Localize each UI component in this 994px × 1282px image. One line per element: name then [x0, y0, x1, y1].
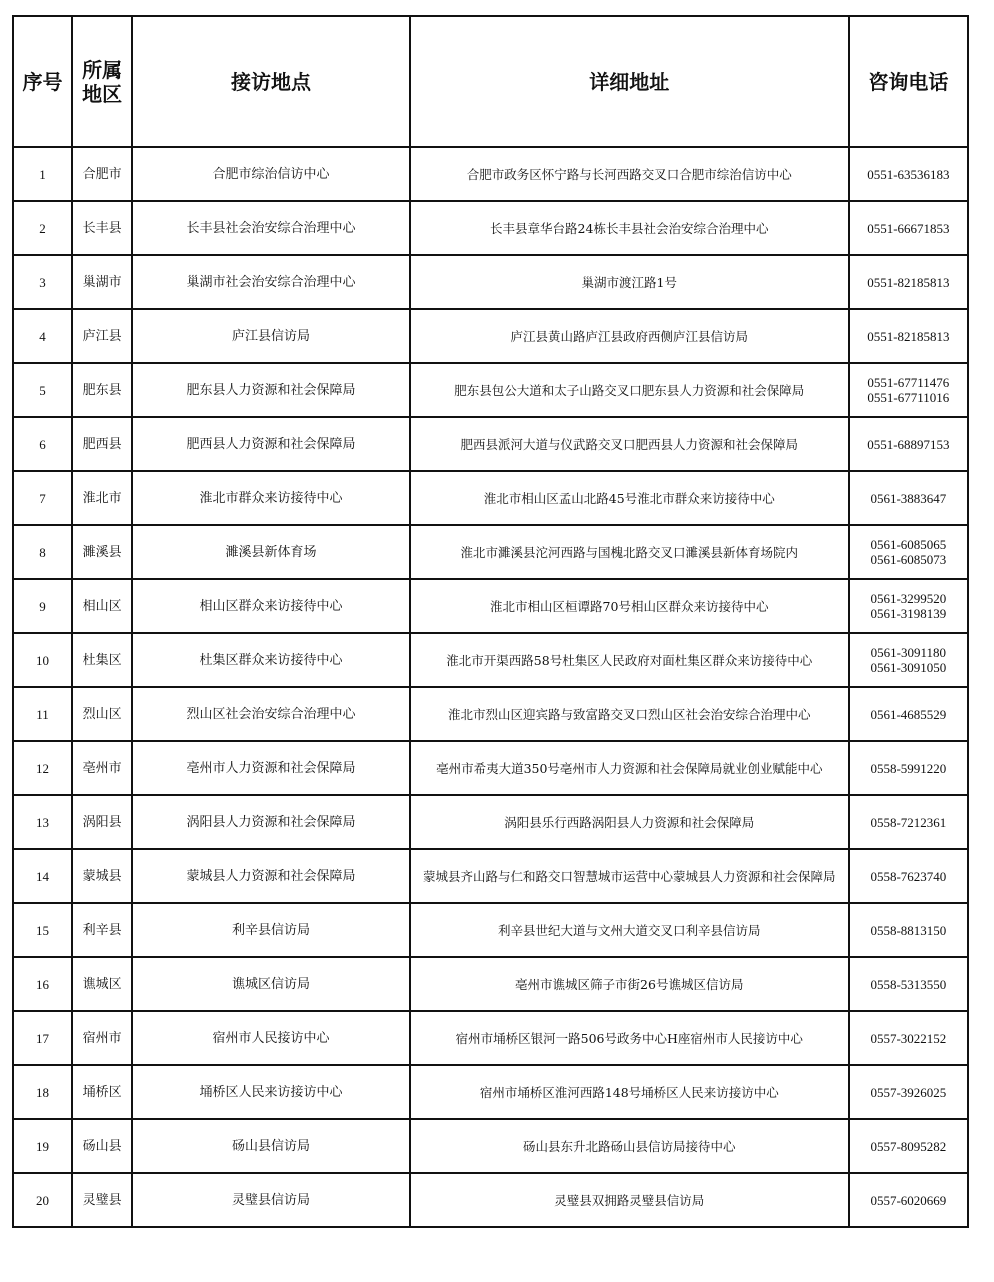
- cell-index: 8: [13, 525, 72, 579]
- cell-address: 淮北市濉溪县沱河西路与国槐北路交叉口濉溪县新体育场院内: [410, 525, 849, 579]
- cell-index: 19: [13, 1119, 72, 1173]
- cell-site: 肥西县人力资源和社会保障局: [132, 417, 410, 471]
- cell-address: 宿州市埇桥区淮河西路148号埇桥区人民来访接访中心: [410, 1065, 849, 1119]
- table-row: [13, 1065, 968, 1119]
- cell-address: 淮北市开渠西路58号杜集区人民政府对面杜集区群众来访接待中心: [410, 633, 849, 687]
- table-row: [13, 1173, 968, 1227]
- table-row: [13, 201, 968, 255]
- cell-region: 合肥市: [72, 147, 132, 201]
- cell-phone: [849, 957, 968, 1011]
- cell-index: 4: [13, 309, 72, 363]
- phone-number: 0558-8813150: [870, 922, 947, 938]
- cell-site: 利辛县信访局: [132, 903, 410, 957]
- cell-phone: [849, 1119, 968, 1173]
- cell-site: 蒙城县人力资源和社会保障局: [132, 849, 410, 903]
- cell-index: 14: [13, 849, 72, 903]
- phone-number: 0551-63536183: [867, 166, 950, 182]
- cell-index: 18: [13, 1065, 72, 1119]
- cell-index: 13: [13, 795, 72, 849]
- cell-address: 巢湖市渡江路1号: [410, 255, 849, 309]
- cell-site: 杜集区群众来访接待中心: [132, 633, 410, 687]
- cell-site: 砀山县信访局: [132, 1119, 410, 1173]
- cell-index: 17: [13, 1011, 72, 1065]
- cell-address: 淮北市烈山区迎宾路与致富路交叉口烈山区社会治安综合治理中心: [410, 687, 849, 741]
- table-body: [13, 147, 968, 1227]
- phone-number: 0561-3091180: [870, 645, 947, 660]
- phone-number: 0551-82185813: [867, 328, 950, 344]
- cell-region: 宿州市: [72, 1011, 132, 1065]
- phone-number: 0558-7623740: [870, 868, 947, 884]
- cell-region: 长丰县: [72, 201, 132, 255]
- table-row: [13, 147, 968, 201]
- cell-address: 淮北市相山区桓谭路70号相山区群众来访接待中心: [410, 579, 849, 633]
- phone-number: 0561-4685529: [870, 706, 947, 722]
- cell-site: 宿州市人民接访中心: [132, 1011, 410, 1065]
- cell-index: 15: [13, 903, 72, 957]
- cell-address: 宿州市埇桥区银河一路506号政务中心H座宿州市人民接访中心: [410, 1011, 849, 1065]
- table-header: [13, 16, 968, 147]
- cell-index: 10: [13, 633, 72, 687]
- cell-phone: [849, 309, 968, 363]
- cell-region: 巢湖市: [72, 255, 132, 309]
- reception-sites-table: [12, 15, 969, 1228]
- cell-site: 庐江县信访局: [132, 309, 410, 363]
- cell-phone: [849, 903, 968, 957]
- table-row: [13, 255, 968, 309]
- phone-number: 0557-8095282: [870, 1138, 947, 1154]
- cell-address: 利辛县世纪大道与文州大道交叉口利辛县信访局: [410, 903, 849, 957]
- cell-address: 长丰县章华台路24栋长丰县社会治安综合治理中心: [410, 201, 849, 255]
- cell-region: 灵璧县: [72, 1173, 132, 1227]
- phone-number: 0551-67711476: [867, 375, 950, 390]
- cell-phone: [849, 849, 968, 903]
- header-phone: 咨询电话: [849, 16, 968, 147]
- header-row: [13, 16, 968, 147]
- phone-number: 0561-3299520: [870, 591, 947, 606]
- header-region-line1: 所属: [82, 57, 123, 82]
- phone-number: 0551-66671853: [867, 220, 950, 236]
- phone-number: 0561-6085065: [870, 537, 947, 552]
- phone-number: 0561-6085073: [870, 552, 947, 567]
- cell-phone: [849, 1173, 968, 1227]
- cell-phone: [849, 1011, 968, 1065]
- cell-region: 烈山区: [72, 687, 132, 741]
- table-row: [13, 741, 968, 795]
- cell-region: 相山区: [72, 579, 132, 633]
- cell-index: 20: [13, 1173, 72, 1227]
- cell-region: 肥西县: [72, 417, 132, 471]
- table-row: [13, 849, 968, 903]
- cell-phone: [849, 687, 968, 741]
- cell-region: 淮北市: [72, 471, 132, 525]
- cell-address: 砀山县东升北路砀山县信访局接待中心: [410, 1119, 849, 1173]
- table-row: [13, 525, 968, 579]
- cell-site: 巢湖市社会治安综合治理中心: [132, 255, 410, 309]
- table-row: [13, 363, 968, 417]
- header-site: 接访地点: [132, 16, 410, 147]
- phone-number: 0558-5313550: [870, 976, 947, 992]
- cell-phone: [849, 417, 968, 471]
- cell-site: 濉溪县新体育场: [132, 525, 410, 579]
- cell-address: 灵璧县双拥路灵璧县信访局: [410, 1173, 849, 1227]
- cell-index: 11: [13, 687, 72, 741]
- cell-site: 埇桥区人民来访接访中心: [132, 1065, 410, 1119]
- cell-index: 5: [13, 363, 72, 417]
- cell-index: 16: [13, 957, 72, 1011]
- cell-address: 肥东县包公大道和太子山路交叉口肥东县人力资源和社会保障局: [410, 363, 849, 417]
- phone-number: 0561-3198139: [870, 606, 947, 621]
- phone-number: 0557-3022152: [870, 1030, 947, 1046]
- cell-index: 6: [13, 417, 72, 471]
- table-row: [13, 903, 968, 957]
- cell-index: 9: [13, 579, 72, 633]
- cell-region: 利辛县: [72, 903, 132, 957]
- table-row: [13, 1119, 968, 1173]
- table-row: [13, 957, 968, 1011]
- cell-address: 肥西县派河大道与仪武路交叉口肥西县人力资源和社会保障局: [410, 417, 849, 471]
- cell-region: 杜集区: [72, 633, 132, 687]
- cell-site: 谯城区信访局: [132, 957, 410, 1011]
- cell-site: 长丰县社会治安综合治理中心: [132, 201, 410, 255]
- phone-number: 0557-6020669: [870, 1192, 947, 1208]
- cell-phone: [849, 1065, 968, 1119]
- table-row: [13, 417, 968, 471]
- cell-phone: [849, 363, 968, 417]
- phone-number: 0558-5991220: [870, 760, 947, 776]
- cell-region: 亳州市: [72, 741, 132, 795]
- cell-region: 肥东县: [72, 363, 132, 417]
- phone-number: 0561-3091050: [870, 660, 947, 675]
- cell-index: 1: [13, 147, 72, 201]
- cell-phone: [849, 147, 968, 201]
- cell-site: 亳州市人力资源和社会保障局: [132, 741, 410, 795]
- header-region: [72, 16, 132, 147]
- cell-phone: [849, 741, 968, 795]
- header-address: 详细地址: [410, 16, 849, 147]
- cell-phone: [849, 255, 968, 309]
- table-row: [13, 1011, 968, 1065]
- table-row: [13, 579, 968, 633]
- cell-address: 庐江县黄山路庐江县政府西侧庐江县信访局: [410, 309, 849, 363]
- cell-address: 淮北市相山区孟山北路45号淮北市群众来访接待中心: [410, 471, 849, 525]
- cell-address: 合肥市政务区怀宁路与长河西路交叉口合肥市综治信访中心: [410, 147, 849, 201]
- cell-address: 涡阳县乐行西路涡阳县人力资源和社会保障局: [410, 795, 849, 849]
- cell-region: 谯城区: [72, 957, 132, 1011]
- phone-number: 0557-3926025: [870, 1084, 947, 1100]
- cell-region: 砀山县: [72, 1119, 132, 1173]
- cell-site: 烈山区社会治安综合治理中心: [132, 687, 410, 741]
- table-row: [13, 687, 968, 741]
- cell-site: 灵璧县信访局: [132, 1173, 410, 1227]
- cell-region: 庐江县: [72, 309, 132, 363]
- cell-phone: [849, 525, 968, 579]
- cell-site: 合肥市综治信访中心: [132, 147, 410, 201]
- cell-region: 蒙城县: [72, 849, 132, 903]
- cell-address: 亳州市谯城区筛子市街26号谯城区信访局: [410, 957, 849, 1011]
- header-index: 序号: [13, 16, 72, 147]
- cell-phone: [849, 795, 968, 849]
- phone-number: 0551-68897153: [867, 436, 950, 452]
- phone-number: 0551-82185813: [867, 274, 950, 290]
- cell-region: 埇桥区: [72, 1065, 132, 1119]
- cell-address: 蒙城县齐山路与仁和路交口智慧城市运营中心蒙城县人力资源和社会保障局: [410, 849, 849, 903]
- cell-address: 亳州市希夷大道350号亳州市人力资源和社会保障局就业创业赋能中心: [410, 741, 849, 795]
- table-row: [13, 309, 968, 363]
- phone-number: 0561-3883647: [870, 490, 947, 506]
- table-row: [13, 471, 968, 525]
- cell-region: 濉溪县: [72, 525, 132, 579]
- cell-index: 3: [13, 255, 72, 309]
- cell-phone: [849, 633, 968, 687]
- table-row: [13, 795, 968, 849]
- cell-site: 淮北市群众来访接待中心: [132, 471, 410, 525]
- cell-index: 2: [13, 201, 72, 255]
- cell-region: 涡阳县: [72, 795, 132, 849]
- phone-number: 0551-67711016: [867, 390, 950, 405]
- cell-site: 肥东县人力资源和社会保障局: [132, 363, 410, 417]
- phone-number: 0558-7212361: [870, 814, 947, 830]
- cell-phone: [849, 201, 968, 255]
- table-row: [13, 633, 968, 687]
- cell-site: 涡阳县人力资源和社会保障局: [132, 795, 410, 849]
- cell-site: 相山区群众来访接待中心: [132, 579, 410, 633]
- cell-index: 12: [13, 741, 72, 795]
- cell-index: 7: [13, 471, 72, 525]
- cell-phone: [849, 471, 968, 525]
- header-region-line2: 地区: [82, 81, 123, 106]
- cell-phone: [849, 579, 968, 633]
